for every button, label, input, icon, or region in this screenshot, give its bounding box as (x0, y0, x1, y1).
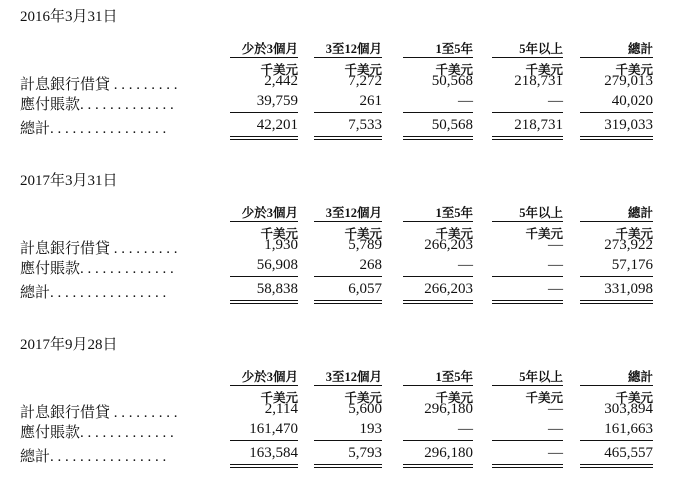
table-cell: 268 (359, 257, 382, 273)
row-label: 計息銀行借貸 . . . . . . . . . (20, 405, 178, 421)
total-double-rule (314, 136, 382, 140)
header-rule (230, 221, 298, 222)
total-double-rule (314, 300, 382, 304)
header-rule (403, 57, 473, 58)
total-label: 總計. . . . . . . . . . . . . . . . (20, 121, 167, 137)
table-cell: — (548, 401, 563, 417)
column-header: 3至12個月 (325, 42, 382, 56)
header-rule (492, 385, 563, 386)
table-cell: 2,114 (264, 401, 298, 417)
table-cell: 56,908 (256, 257, 298, 273)
total-double-rule (230, 300, 298, 304)
subtotal-rule (492, 112, 563, 113)
unit-label: 千美元 (615, 227, 653, 241)
unit-label: 千美元 (344, 391, 382, 405)
table-cell: 273,922 (604, 237, 653, 253)
total-cell: 319,033 (604, 117, 653, 133)
total-double-rule (403, 464, 473, 468)
total-label: 總計. . . . . . . . . . . . . . . . (20, 449, 167, 465)
total-cell: 296,180 (424, 445, 473, 461)
header-rule (580, 221, 653, 222)
column-header: 5年以上 (519, 42, 563, 56)
table-cell: 57,176 (611, 257, 653, 273)
subtotal-rule (230, 112, 298, 113)
table-cell: 161,663 (604, 421, 653, 437)
total-cell: — (548, 281, 563, 297)
total-cell: 465,557 (604, 445, 653, 461)
total-double-rule (580, 300, 653, 304)
table-cell: 296,180 (424, 401, 473, 417)
total-double-rule (403, 300, 473, 304)
column-header: 5年以上 (519, 370, 563, 384)
total-label: 總計. . . . . . . . . . . . . . . . (20, 285, 167, 301)
table-cell: 161,470 (249, 421, 298, 437)
total-double-rule (492, 136, 563, 140)
unit-label: 千美元 (344, 227, 382, 241)
header-rule (403, 221, 473, 222)
column-header: 1至5年 (435, 206, 473, 220)
unit-label: 千美元 (525, 391, 563, 405)
unit-label: 千美元 (260, 63, 298, 77)
total-double-rule (580, 464, 653, 468)
table-cell: 218,731 (514, 73, 563, 89)
total-cell: 218,731 (514, 117, 563, 133)
subtotal-rule (230, 276, 298, 277)
total-cell: 7,533 (348, 117, 382, 133)
column-header: 少於3個月 (241, 206, 298, 220)
total-double-rule (580, 136, 653, 140)
column-header: 少於3個月 (241, 42, 298, 56)
table-cell: 39,759 (256, 93, 298, 109)
section-date: 2016年3月31日 (20, 9, 118, 25)
column-header: 1至5年 (435, 370, 473, 384)
subtotal-rule (403, 112, 473, 113)
table-section (0, 0, 700, 164)
column-header: 3至12個月 (325, 370, 382, 384)
header-rule (492, 221, 563, 222)
header-rule (580, 385, 653, 386)
header-rule (580, 57, 653, 58)
header-rule (230, 385, 298, 386)
column-header: 1至5年 (435, 42, 473, 56)
section-date: 2017年9月28日 (20, 337, 118, 353)
unit-label: 千美元 (435, 63, 473, 77)
table-cell: 193 (359, 421, 382, 437)
subtotal-rule (492, 440, 563, 441)
table-cell: 50,568 (431, 73, 473, 89)
table-section (0, 328, 700, 492)
total-cell: 42,201 (256, 117, 298, 133)
table-cell: 303,894 (604, 401, 653, 417)
subtotal-rule (492, 276, 563, 277)
row-label: 應付賬款. . . . . . . . . . . . . (20, 261, 174, 277)
total-double-rule (403, 136, 473, 140)
subtotal-rule (403, 440, 473, 441)
unit-label: 千美元 (260, 227, 298, 241)
column-header: 3至12個月 (325, 206, 382, 220)
unit-label: 千美元 (525, 227, 563, 241)
total-double-rule (230, 464, 298, 468)
subtotal-rule (580, 276, 653, 277)
header-rule (230, 57, 298, 58)
row-label: 計息銀行借貸 . . . . . . . . . (20, 241, 178, 257)
total-cell: — (548, 445, 563, 461)
unit-label: 千美元 (615, 391, 653, 405)
table-cell: — (548, 237, 563, 253)
total-cell: 266,203 (424, 281, 473, 297)
row-label: 應付賬款. . . . . . . . . . . . . (20, 97, 174, 113)
subtotal-rule (314, 276, 382, 277)
unit-label: 千美元 (344, 63, 382, 77)
column-header: 少於3個月 (241, 370, 298, 384)
unit-label: 千美元 (615, 63, 653, 77)
subtotal-rule (230, 440, 298, 441)
unit-label: 千美元 (435, 227, 473, 241)
header-rule (492, 57, 563, 58)
table-cell: — (458, 93, 473, 109)
total-double-rule (314, 464, 382, 468)
table-cell: 261 (359, 93, 382, 109)
header-rule (314, 221, 382, 222)
total-cell: 5,793 (348, 445, 382, 461)
unit-label: 千美元 (435, 391, 473, 405)
table-cell: 2,442 (264, 73, 298, 89)
total-cell: 6,057 (348, 281, 382, 297)
subtotal-rule (314, 112, 382, 113)
table-cell: — (548, 421, 563, 437)
row-label: 計息銀行借貸 . . . . . . . . . (20, 77, 178, 93)
total-double-rule (492, 300, 563, 304)
subtotal-rule (580, 112, 653, 113)
total-cell: 50,568 (431, 117, 473, 133)
column-header: 總計 (627, 206, 653, 220)
table-cell: 266,203 (424, 237, 473, 253)
table-cell: 40,020 (611, 93, 653, 109)
header-rule (403, 385, 473, 386)
table-cell: — (458, 257, 473, 273)
subtotal-rule (314, 440, 382, 441)
column-header: 總計 (627, 42, 653, 56)
table-cell: 1,930 (264, 237, 298, 253)
table-cell: 5,789 (348, 237, 382, 253)
header-rule (314, 385, 382, 386)
table-cell: — (548, 93, 563, 109)
row-label: 應付賬款. . . . . . . . . . . . . (20, 425, 174, 441)
section-date: 2017年3月31日 (20, 173, 118, 189)
unit-label: 千美元 (525, 63, 563, 77)
total-cell: 331,098 (604, 281, 653, 297)
total-double-rule (230, 136, 298, 140)
header-rule (314, 57, 382, 58)
subtotal-rule (580, 440, 653, 441)
column-header: 總計 (627, 370, 653, 384)
table-section (0, 164, 700, 328)
total-cell: 163,584 (249, 445, 298, 461)
total-double-rule (492, 464, 563, 468)
subtotal-rule (403, 276, 473, 277)
total-cell: 58,838 (256, 281, 298, 297)
table-cell: — (548, 257, 563, 273)
table-cell: 279,013 (604, 73, 653, 89)
table-cell: 7,272 (348, 73, 382, 89)
table-cell: — (458, 421, 473, 437)
table-cell: 5,600 (348, 401, 382, 417)
unit-label: 千美元 (260, 391, 298, 405)
column-header: 5年以上 (519, 206, 563, 220)
